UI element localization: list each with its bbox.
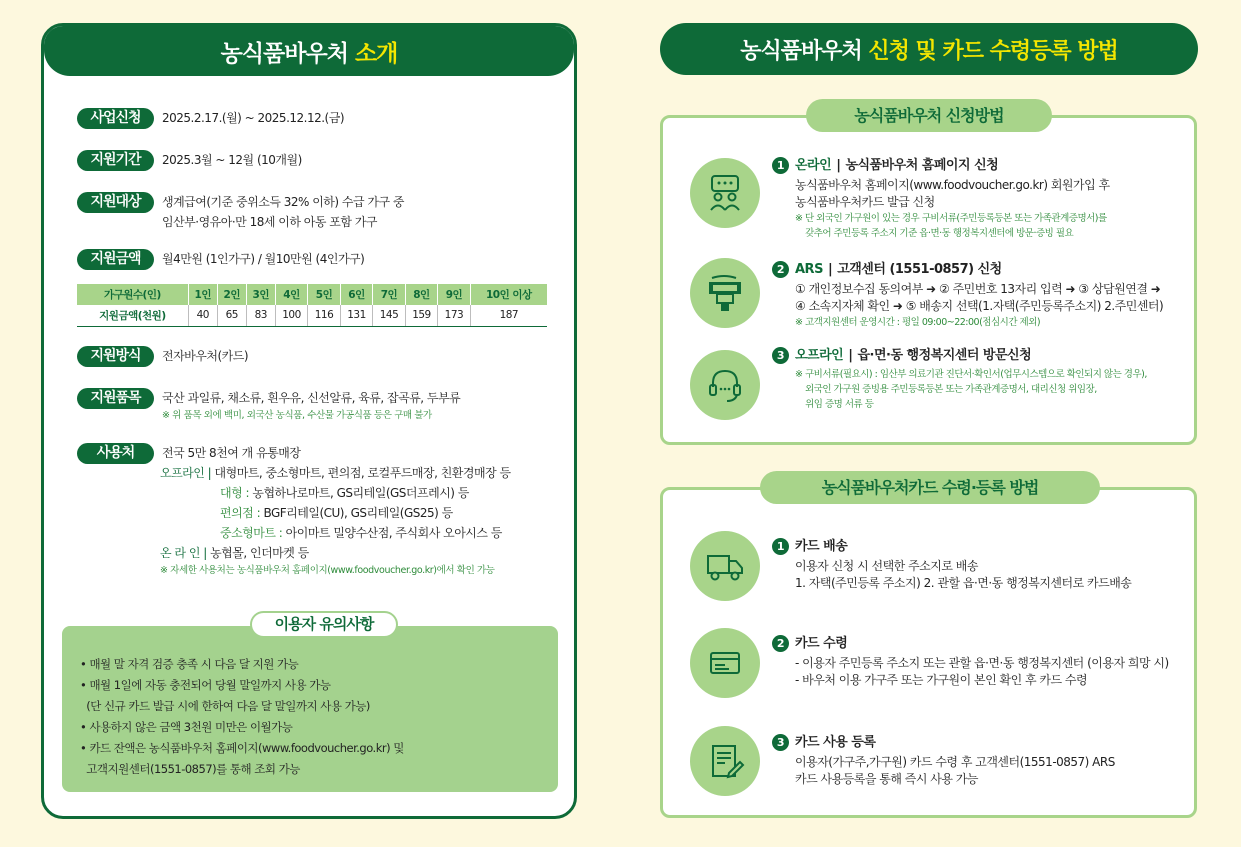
intro-title: 농식품바우처: [220, 40, 348, 67]
card-step-register: [772, 734, 1115, 788]
method-title-highlight: 신청 및 카드 수령등록 방법: [868, 38, 1118, 64]
step-number: 1: [772, 157, 789, 174]
step-line: 1. 자택(주민등록 주소지) 2. 관할 읍·면·동 행정복지센터로 카드배송: [795, 576, 1132, 590]
table-header: 3인: [246, 284, 275, 305]
list-item: (단 신규 카드 발급 시에 한하여 다음 달 말일까지 사용 가능): [80, 699, 370, 713]
step-number: 3: [772, 347, 789, 364]
intro-header: [44, 26, 574, 76]
register-circle: [690, 726, 760, 796]
intro-panel: [41, 23, 577, 819]
step-line: - 이용자 주민등록 주소지 또는 관할 읍·면·동 행정복지센터 (이용자 희망 시): [795, 656, 1169, 670]
step-number: 2: [772, 635, 789, 652]
card-step-delivery: [772, 538, 1131, 592]
table-cell: 40: [188, 305, 217, 326]
table-cell: 83: [246, 305, 275, 326]
step-note: ※ 고객지원센터 운영시간 : 평일 09:00~22:00(점심시간 제외): [795, 317, 1041, 328]
apply-step-online: 1 온라인 | 농식품바우처 홈페이지 신청 농식품바우처 홈페이지(www.foodvoucher.go.kr) 회원가입 후 농식품바우처카드 발급 신청 ※ 단 외국인 가구원이 있는 경우 구비서류(주민등록등본 또는 가족관계증명서)를 갖추어 주민등록 주소지 기준 읍·면·동 행정복지센터에 방문·증빙 필요: [772, 157, 1110, 241]
step-number: 3: [772, 734, 789, 751]
step-head-main: ARS: [795, 262, 823, 277]
step-number: 1: [772, 538, 789, 555]
method-title: 농식품바우처: [740, 38, 862, 64]
method-header: [660, 23, 1198, 75]
info-value: 국산 과일류, 채소류, 흰우유, 신선알류, 육류, 잡곡류, 두부류: [162, 391, 461, 405]
mid-label: 중소형마트 :: [220, 526, 286, 540]
step-line: 농식품바우처카드 발급 신청: [795, 195, 935, 209]
step-head-main: 카드 사용 등록: [795, 735, 876, 750]
info-value: 임산부·영유아·만 18세 이하 아동 포함 가구: [162, 215, 377, 229]
offline-circle: [690, 350, 760, 420]
table-cell: 65: [217, 305, 246, 326]
step-line: ① 개인정보수집 동의여부 ➜ ② 주민번호 13자리 입력 ➜ ③ 상담원연결 ➜: [795, 282, 1161, 296]
table-header: 9인: [438, 284, 470, 305]
step-note: 위임 증명 서류 등: [795, 399, 874, 410]
step-note: 갖추어 주민등록 주소지 기준 읍·면·동 행정복지센터에 방문·증빙 필요: [795, 228, 1074, 239]
ars-circle: [690, 258, 760, 328]
online-label: 온 라 인 |: [160, 546, 211, 560]
info-value: 전국 5만 8천여 개 유통매장: [162, 446, 301, 460]
info-value: 2025.2.17.(월) ~ 2025.12.12.(금): [162, 111, 345, 125]
apply-method-title: 농식품바우처 신청방법: [806, 99, 1052, 132]
info-label: 사용처: [77, 443, 154, 464]
info-row-items: [77, 388, 460, 424]
table-header: 8인: [405, 284, 437, 305]
info-label: 지원대상: [77, 192, 154, 213]
mid-text: 아이마트 밀양수산점, 주식회사 오아시스 등: [285, 526, 502, 540]
delivery-circle: [690, 531, 760, 601]
table-header: 가구원수(인): [77, 284, 188, 305]
chat-people-icon: [705, 173, 745, 213]
apply-step-offline: 3 오프라인 | 읍·면·동 행정복지센터 방문신청 ※ 구비서류(필요시) : 임산부 의료기관 진단서·확인서(업무시스템으로 확인되지 않는 경우), 외국인 가구원 증빙용 주민등록등본 또는 가족관계증명서, 대리신청 위임장, 위임 증명 서류 등: [772, 347, 1147, 412]
info-label: 지원기간: [77, 150, 154, 171]
card-method-title: 농식품바우처카드 수령·등록 방법: [760, 471, 1100, 504]
info-value: 전자바우처(카드): [162, 349, 249, 363]
table-header: 7인: [373, 284, 405, 305]
conv-label: 편의점 :: [220, 506, 264, 520]
table-cell: 131: [340, 305, 372, 326]
step-head-main: 카드 배송: [795, 539, 848, 554]
step-line: 이용자(가구주,가구원) 카드 수령 후 고객센터(1551-0857) ARS: [795, 755, 1115, 769]
step-head-main: 오프라인: [795, 348, 844, 363]
places-detail: [160, 463, 511, 579]
info-row-method: [77, 346, 248, 367]
step-head-sub: 농식품바우처 홈페이지 신청: [845, 158, 999, 173]
table-header: 5인: [308, 284, 340, 305]
large-text: 농협하나로마트, GS리테일(GS더프레시) 등: [252, 486, 469, 500]
info-row-places: [77, 443, 300, 464]
document-pen-icon: [705, 741, 745, 781]
headset-icon: [705, 365, 745, 405]
info-value: 생계급여(기준 중위소득 32% 이하) 수급 가구 중: [162, 195, 404, 209]
step-head-main: 온라인: [795, 158, 832, 173]
step-line: - 바우처 이용 가구주 또는 가구원이 본인 확인 후 카드 수령: [795, 673, 1088, 687]
table-header-row: [77, 284, 547, 305]
caution-title: 이용자 유의사항: [250, 611, 398, 638]
info-value: 월4만원 (1인가구) / 월10만원 (4인가구): [162, 252, 365, 266]
kiosk-icon: [704, 272, 746, 314]
table-row: [77, 305, 547, 326]
info-row-apply-period: [77, 108, 344, 129]
step-head-sub: 고객센터 (1551-0857) 신청: [837, 262, 1002, 277]
table-cell: 116: [308, 305, 340, 326]
step-note: 외국인 가구원 증빙용 주민등록등본 또는 가족관계증명서, 대리신청 위임장,: [795, 384, 1097, 395]
apply-step-ars: 2 ARS | 고객센터 (1551-0857) 신청 ① 개인정보수집 동의여부 ➜ ② 주민번호 13자리 입력 ➜ ③ 상담원연결 ➜ ④ 소속지자체 확인 ➜ ⑤ 배송지 선택(1.자택(주민등록주소지) 2.주민센터) ※ 고객지원센터 운영시간 : 평일 09:00~22:00(점심시간 제외): [772, 261, 1163, 330]
list-item: 고객지원센터(1551-0857)를 통해 조회 가능: [80, 762, 300, 776]
step-head-main: 카드 수령: [795, 636, 848, 651]
info-label: 사업신청: [77, 108, 154, 129]
offline-text: 대형마트, 중소형마트, 편의점, 로컬푸드매장, 친환경매장 등: [214, 466, 511, 480]
info-label: 지원금액: [77, 249, 154, 270]
conv-text: BGF리테일(CU), GS리테일(GS25) 등: [263, 506, 453, 520]
offline-label: 오프라인 |: [160, 466, 215, 480]
intro-title-highlight: 소개: [354, 40, 398, 67]
step-line: ④ 소속지자체 확인 ➜ ⑤ 배송지 선택(1.자택(주민등록주소지) 2.주민센터): [795, 299, 1164, 313]
step-line: 이용자 신청 시 선택한 주소지로 배송: [795, 559, 978, 573]
table-header: 2인: [217, 284, 246, 305]
step-line: 농식품바우처 홈페이지(www.foodvoucher.go.kr) 회원가입 후: [795, 178, 1110, 192]
table-cell: 187: [470, 305, 547, 326]
step-note: ※ 단 외국인 가구원이 있는 경우 구비서류(주민등록등본 또는 가족관계증명서)를: [795, 213, 1107, 224]
card-step-receive: [772, 635, 1169, 689]
card-icon: [705, 643, 745, 683]
places-note: ※ 자세한 사용처는 농식품바우처 홈페이지(www.foodvoucher.go.kr)에서 확인 가능: [160, 565, 495, 576]
truck-icon: [705, 546, 745, 586]
info-row-target: [77, 192, 404, 232]
caution-list: [80, 654, 404, 780]
list-item: • 카드 잔액은 농식품바우처 홈페이지(www.foodvoucher.go.kr) 및: [80, 741, 404, 755]
info-label: 지원방식: [77, 346, 154, 367]
large-label: 대형 :: [220, 486, 253, 500]
step-line: 카드 사용등록을 통해 즉시 사용 가능: [795, 772, 978, 786]
table-cell: 100: [275, 305, 307, 326]
step-head-sub: 읍·면·동 행정복지센터 방문신청: [857, 348, 1032, 363]
info-row-amount: [77, 249, 364, 270]
list-item: • 매월 말 자격 검증 충족 시 다음 달 지원 가능: [80, 657, 299, 671]
table-cell: 173: [438, 305, 470, 326]
support-amount-table: [77, 284, 547, 327]
info-value: 2025.3월 ~ 12월 (10개월): [162, 153, 302, 167]
table-cell: 145: [373, 305, 405, 326]
online-text: 농협몰, 인더마켓 등: [210, 546, 309, 560]
receive-circle: [690, 628, 760, 698]
online-circle: [690, 158, 760, 228]
info-row-support-period: [77, 150, 302, 171]
step-number: 2: [772, 261, 789, 278]
table-header: 6인: [340, 284, 372, 305]
info-note: ※ 위 품목 외에 백미, 외국산 농식품, 수산물 가공식품 등은 구매 불가: [162, 410, 432, 421]
info-label: 지원품목: [77, 388, 154, 409]
table-cell: 159: [405, 305, 437, 326]
table-header: 4인: [275, 284, 307, 305]
step-note: ※ 구비서류(필요시) : 임산부 의료기관 진단서·확인서(업무시스템으로 확인되지 않는 경우),: [795, 369, 1147, 380]
table-header: 1인: [188, 284, 217, 305]
list-item: • 매월 1일에 자동 충전되어 당월 말일까지 사용 가능: [80, 678, 331, 692]
list-item: • 사용하지 않은 금액 3천원 미만은 이월가능: [80, 720, 293, 734]
table-row-label: 지원금액(천원): [77, 305, 188, 326]
table-header: 10인 이상: [470, 284, 547, 305]
